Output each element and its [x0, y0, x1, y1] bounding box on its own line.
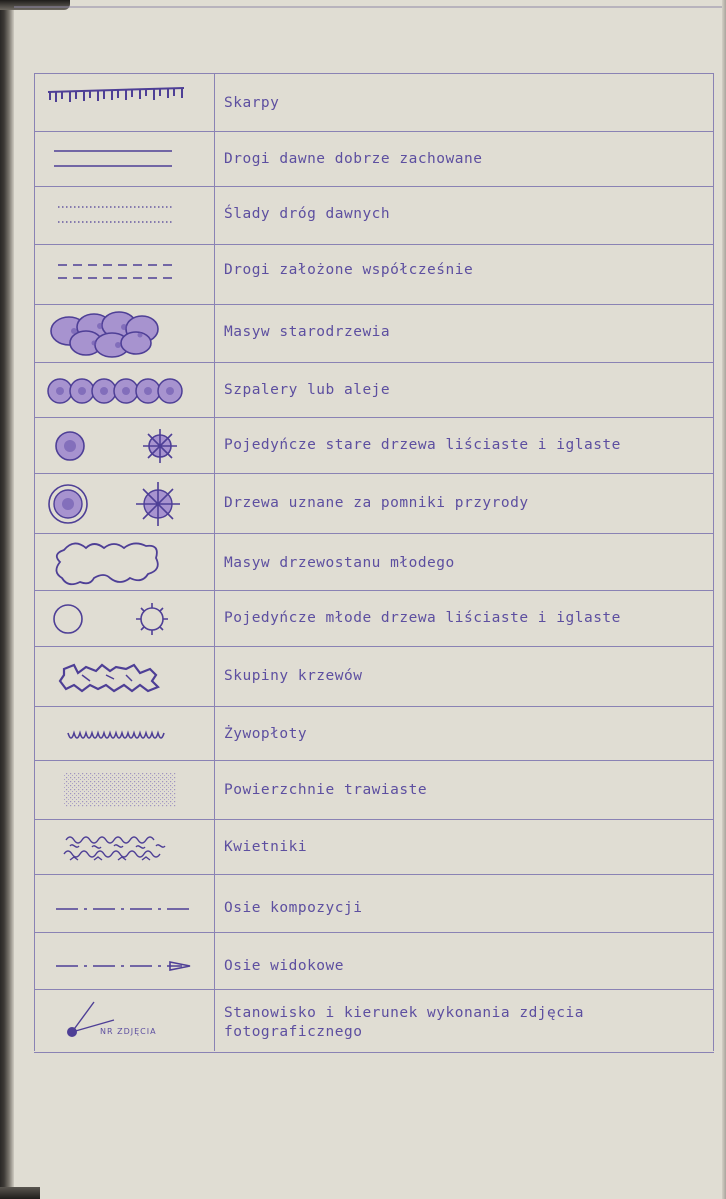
column-divider [214, 73, 215, 1051]
legend-label: Szpalery lub aleje [224, 382, 391, 398]
legend-label: Drogi założone współcześnie [224, 262, 474, 278]
legend-row [34, 590, 714, 647]
composition-axis-icon [34, 875, 214, 933]
legend-row [34, 186, 714, 245]
legend-label: Skupiny krzewów [224, 668, 363, 684]
legend-row [34, 819, 714, 875]
legend-row [34, 932, 714, 990]
legend-label: Pojedyńcze młode drzewa liściaste i iglaste [224, 610, 621, 626]
hedge-icon [34, 707, 214, 761]
legend-row [34, 244, 714, 305]
legend-label: Masyw drzewostanu młodego [224, 555, 455, 571]
flowerbed-icon [34, 820, 214, 875]
legend-label: Pojedyńcze stare drzewa liściaste i iglaste [224, 437, 621, 453]
legend-row [34, 473, 714, 534]
legend-label: Drzewa uznane za pomniki przyrody [224, 495, 529, 511]
old-single-trees-icon [34, 418, 214, 474]
dotted-lines-icon [34, 187, 214, 245]
binding-edge [0, 0, 14, 1199]
photo-number-marker: NR ZDJĘCIA [100, 1027, 157, 1036]
legend-label: Kwietniki [224, 839, 308, 855]
dashed-lines-icon [34, 245, 214, 305]
page-bottom-shadow [0, 1187, 40, 1199]
legend-label: Stanowisko i kierunek wykonania zdjęcia fotograficznego [224, 1005, 584, 1040]
legend-row [34, 362, 714, 418]
tree-row-icon [34, 363, 214, 418]
page-corner-shadow [0, 0, 70, 10]
double-line-icon [34, 132, 214, 187]
legend-label: Powierzchnie trawiaste [224, 782, 428, 798]
young-tree-mass-icon [34, 534, 214, 591]
legend-row [34, 73, 714, 132]
legend-label: Żywopłoty [224, 726, 308, 742]
photo-position-icon [34, 990, 214, 1052]
legend-row [34, 304, 714, 363]
page-top-line [14, 6, 726, 8]
shrub-group-icon [34, 647, 214, 707]
legend-label: Skarpy [224, 95, 280, 111]
legend-row [34, 533, 714, 591]
legend-row [34, 417, 714, 474]
legend-label: Osie kompozycji [224, 900, 363, 916]
legend-row [34, 989, 714, 1053]
old-tree-mass-icon [34, 305, 214, 363]
legend-label: Drogi dawne dobrze zachowane [224, 151, 483, 167]
legend-row [34, 131, 714, 187]
legend-label: Osie widokowe [224, 958, 344, 974]
grass-area-icon [34, 761, 214, 820]
nature-monument-trees-icon [34, 474, 214, 534]
legend-row [34, 874, 714, 933]
legend-table [34, 73, 714, 1051]
legend-label: Masyw starodrzewia [224, 324, 391, 340]
legend-label: Ślady dróg dawnych [224, 206, 391, 222]
legend-row [34, 646, 714, 707]
legend-row [34, 706, 714, 761]
legend-row [34, 760, 714, 820]
view-axis-icon [34, 933, 214, 990]
young-single-trees-icon [34, 591, 214, 647]
escarpment-icon [34, 74, 214, 132]
page-right-edge [722, 0, 726, 1199]
